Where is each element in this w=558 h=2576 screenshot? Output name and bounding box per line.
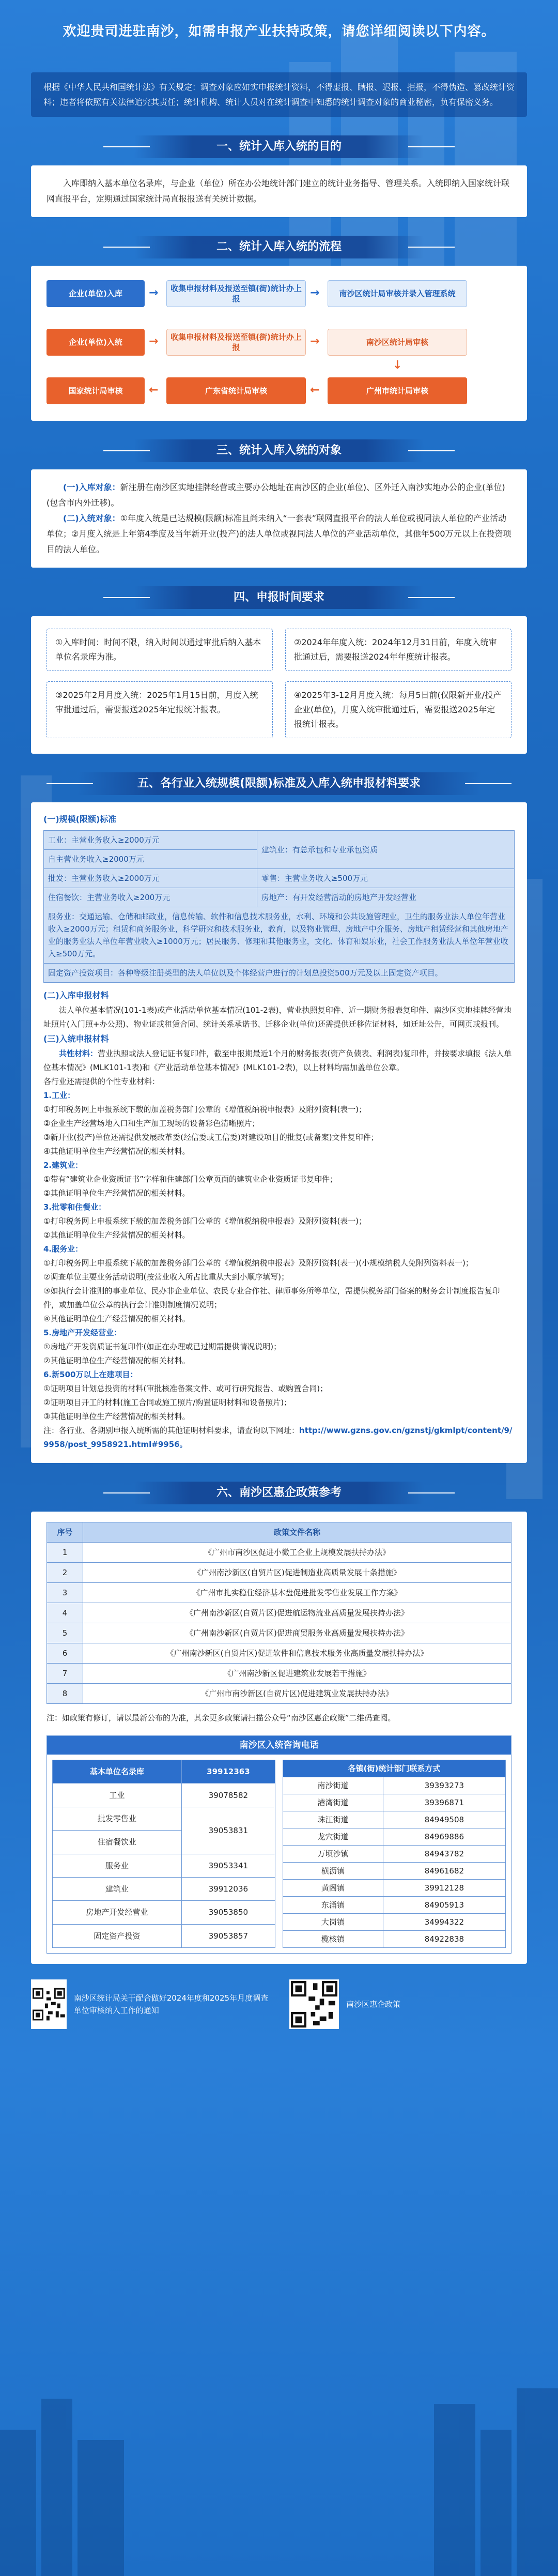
purpose-card [31, 165, 527, 217]
ruku-target [47, 480, 512, 511]
contact-dept: 珠江街道 [283, 1811, 383, 1828]
flow-step-collect-1: 收集申报材料及报送至镇(街)统计办上报 [166, 280, 306, 307]
qr2-caption: 南沙区惠企政策 [346, 2000, 401, 2009]
qr-code-icon[interactable] [289, 1979, 339, 2029]
section-title-target: 三、统计入库入统的对象 [134, 439, 424, 462]
table-row [47, 1643, 512, 1664]
table-row [44, 907, 515, 964]
section-title-process: 二、统计入库入统的流程 [134, 236, 424, 258]
industry-item: ②其他证明单位生产经营情况的相关材料。 [43, 1356, 190, 1365]
policy-name: 《广州南沙新区(自贸片区)促进商贸服务业高质量发展扶持办法》 [83, 1623, 512, 1643]
intro-notice: 根据《中华人民共和国统计法》有关规定：调查对象应如实申报统计资料，不得虚报、瞒报、迟报、拒报，不得伪造、篡改统计资料；违者将依照有关法律追究其责任；统计机构、统计人员对在统计调查中知悉的统计调查对象的商业秘密，负有保密义务。 [31, 72, 527, 117]
industry-item: ②其他证明单位生产经营情况的相关材料。 [43, 1188, 190, 1198]
table-row [283, 1828, 506, 1846]
policy-no: 1 [47, 1543, 83, 1563]
table-header-row [283, 1760, 506, 1777]
contact-phone: 39396871 [383, 1794, 505, 1811]
industry-item: ①打印税务网上申报系统下载的加盖税务部门公章的《增值税纳税申报表》及附列资料(表一)(小规模纳税人免附列资料表一)； [43, 1258, 473, 1268]
table-row [47, 1603, 512, 1623]
industry-item: ②调查单位主要业务活动说明(按营业收入所占比重从大到小顺序填写)； [43, 1272, 289, 1282]
table-row [44, 869, 515, 888]
materials-url-link[interactable]: http://www.gzns.gov.cn/gznstj/gkmlpt/content/9/9958/post_9958921.html#9956。 [43, 1426, 513, 1449]
contact-dept: 批发零售业 [53, 1807, 182, 1830]
materials-note-text: 注：各行业、各期别申报入统所需的其他证明材料要求，请查询以下网址： [43, 1426, 300, 1435]
contact-phone: 39912128 [383, 1880, 505, 1897]
table-row [53, 1901, 275, 1924]
std-title: (一)规模(限额)标准 [43, 814, 117, 824]
policy-name: 《广州南沙新区(自贸片区)促进航运物流业高质量发展扶持办法》 [83, 1603, 512, 1623]
industry-name: 3.批零和住餐业： [43, 1202, 106, 1212]
std-cell: 固定资产投资项目：各种等级注册类型的法人单位以及个体经营户进行的计划总投资500万元及以上固定资产项目。 [44, 964, 515, 983]
contact-box [47, 1735, 512, 1954]
process-flow [31, 266, 527, 421]
contact-dept: 港湾街道 [283, 1794, 383, 1811]
flow-step-province: 广东省统计局审核 [166, 377, 306, 404]
policy-note: 注：如政策有修订，请以最新公布的为准，其余更多政策请扫描公众号“南沙区惠企政策”二维码查阅。 [47, 1713, 396, 1723]
time-2024-annual: ②2024年年度入统：2024年12月31日前，年度入统审批通过后，需要报送2024年年度统计报表。 [285, 629, 512, 671]
policy-no: 8 [47, 1684, 83, 1704]
contact-dept: 大岗镇 [283, 1914, 383, 1931]
col-no: 序号 [47, 1522, 83, 1543]
table-row [283, 1863, 506, 1880]
contact-dept: 建筑业 [53, 1877, 182, 1900]
industry-list [43, 1089, 515, 1424]
table-row [283, 1914, 506, 1931]
ruku-target-label: (一)入库对象： [63, 482, 120, 492]
industry-name: 4.服务业： [43, 1244, 83, 1254]
contact-dept: 万顷沙镇 [283, 1846, 383, 1863]
policy-no: 4 [47, 1603, 83, 1623]
industry-name: 1.工业： [43, 1091, 75, 1100]
rutong-common [43, 1047, 515, 1075]
table-row [47, 1623, 512, 1643]
industry-item: ③新开业(投产)单位还需提供发展改革委(经信委或工信委)对建设项目的批复(或备案)文件复印件； [43, 1133, 379, 1142]
other-req: 各行业还需提供的个性专业材料： [43, 1077, 160, 1086]
industry-item: ①房地产开发资质证书复印件(如正在办理或已过期需提供情况说明)； [43, 1342, 282, 1351]
arrow-left-icon: ← [310, 384, 320, 397]
table-row [47, 1664, 512, 1684]
industry-item: ③其他证明单位生产经营情况的相关材料。 [43, 1412, 190, 1421]
rutong-target-label: (二)入统对象： [63, 513, 120, 523]
table-row [44, 888, 515, 907]
table-row [283, 1846, 506, 1863]
contact-table-right [283, 1760, 506, 1948]
table-header-row [47, 1522, 512, 1543]
contact-title: 南沙区入统咨询电话 [47, 1736, 511, 1755]
rutong-target-text: ①年度入统是已达规模(限额)标准且尚未纳入“一套表”联网直报平台的法人单位或视同法人单位的产业活动单位；②月度入统是上年第4季度及当年新开业(投产)的法人单位或视同法人单位的产业活动单位，其他年500万元以上在投资项目的法人单位。 [47, 513, 512, 554]
footer [31, 1979, 527, 2029]
policy-no: 3 [47, 1583, 83, 1603]
industry-name: 5.房地产开发经营业： [43, 1328, 122, 1337]
table-row [47, 1583, 512, 1603]
table-header-row [53, 1760, 275, 1784]
contact-dept: 横沥镇 [283, 1863, 383, 1880]
rutong-common-text: 营业执照或法人登记证书复印件，截至申报期最近1个月的财务报表(资产负债表、利润表)复印件，并按要求填报《法人单位基本情况》(MLK101-1表)和《产业活动单位基本情况》(MLK101-2表)，以上材料均需加盖单位公章。 [43, 1049, 512, 1072]
industry-item: ③如执行会计准则的事业单位、民办非企业单位、农民专业合作社、律师事务所等单位，需提供税务部门备案的财务会计制度报告复印件，或加盖单位公章的执行会计准则制度情况说明； [43, 1286, 500, 1309]
std-cell: 自主营业务收入≥2000万元 [44, 850, 257, 869]
table-row [283, 1897, 506, 1914]
contact-phone: 84943782 [383, 1846, 505, 1863]
purpose-text: 入库即纳入基本单位名录库，与企业（单位）所在办公地统计部门建立的统计业务指导、管理关系。入统即纳入国家统计联网直报平台，定期通过国家统计局直报报送有关统计数据。 [47, 178, 510, 204]
contact-phone: 34994322 [383, 1914, 505, 1931]
table-row [47, 1684, 512, 1704]
table-row [44, 831, 515, 850]
industry-item: ①打印税务网上申报系统下载的加盖税务部门公章的《增值税纳税申报表》及附列资料(表一)； [43, 1216, 367, 1226]
ruku-materials: 法人单位基本情况(101-1表)或产业活动单位基本情况(101-2表)，营业执照复印件、近一期财务报表复印件、南沙区实地挂牌经营地址照片(入门照+办公照)、物业证或租赁合同、统计关系承诺书、迁移企业(单位)还需提供迁移佐证材料，如迁址公告，可网页或报刊。 [43, 1005, 512, 1029]
std-cell: 批发：主营业务收入≥2000万元 [44, 869, 257, 888]
table-row [53, 1877, 275, 1900]
flow-step-rutong: 企业(单位)入统 [47, 329, 145, 356]
rutong-materials-title: (三)入统申报材料 [43, 1034, 109, 1044]
contact-dept: 龙穴街道 [283, 1828, 383, 1846]
contact-head: 基本单位名录库 [53, 1760, 182, 1784]
contact-phone: 39078582 [181, 1784, 275, 1807]
policy-name: 《广州市扎实稳住经济基本盘促进批发零售业发展工作方案》 [83, 1583, 512, 1603]
header [0, 0, 558, 78]
standards-card [31, 802, 527, 1463]
contact-phone: 84922838 [383, 1931, 505, 1948]
qr-code-icon[interactable] [31, 1979, 67, 2029]
contact-phone: 84905913 [383, 1897, 505, 1914]
standards-table [43, 830, 515, 983]
policy-no: 2 [47, 1563, 83, 1583]
flow-step-national: 国家统计局审核 [47, 377, 145, 404]
std-cell: 零售：主营业务收入≥500万元 [257, 869, 514, 888]
table-row [283, 1777, 506, 1794]
arrow-down-icon: ↓ [393, 359, 402, 372]
table-row [53, 1807, 275, 1830]
industry-name: 2.建筑业： [43, 1161, 83, 1170]
policy-name: 《广州南沙新区促进建筑业发展若干措施》 [83, 1664, 512, 1684]
industry-item: ②企业生产经营场地入口和生产加工现场的设备彩色清晰照片； [43, 1119, 260, 1128]
contact-dept: 黄阁镇 [283, 1880, 383, 1897]
rutong-common-label: 共性材料： [59, 1049, 98, 1058]
std-cell: 房地产：有开发经营活动的房地产开发经营业 [257, 888, 514, 907]
col-name: 政策文件名称 [83, 1522, 512, 1543]
table-row [283, 1880, 506, 1897]
policy-name: 《广州南沙新区(自贸片区)促进软件和信息技术服务业高质量发展扶持办法》 [83, 1643, 512, 1664]
time-2025-feb: ③2025年2月月度入统：2025年1月15日前，月度入统审批通过后，需要报送2025年定报统计报表。 [47, 681, 273, 738]
qr1-caption: 南沙区统计局关于配合做好2024年度和2025年月度调查单位审核纳入工作的通知 [73, 1993, 269, 2015]
contact-phone: 39053831 [181, 1807, 275, 1854]
contact-phone: 39393273 [383, 1777, 505, 1794]
materials-note [43, 1424, 515, 1452]
policy-name: 《广州南沙新区(自贸片区)促进制造业高质量发展十条措施》 [83, 1563, 512, 1583]
table-row [53, 1854, 275, 1877]
section-title-purpose: 一、统计入库入统的目的 [134, 135, 424, 158]
contact-dept: 工业 [53, 1784, 182, 1807]
flow-step-city: 广州市统计局审核 [328, 377, 467, 404]
industry-item: ②其他证明单位生产经营情况的相关材料。 [43, 1230, 190, 1240]
contact-dept: 榄核镇 [283, 1931, 383, 1948]
table-row [283, 1931, 506, 1948]
page-title: 欢迎贵司进驻南沙，如需申报产业扶持政策，请您详细阅读以下内容。 [63, 24, 495, 39]
std-cell: 住宿餐饮：主营业务收入≥200万元 [44, 888, 257, 907]
policy-name: 《广州市南沙区促进小微工企业上规模发展扶持办法》 [83, 1543, 512, 1563]
contact-head: 各镇(街)统计部门联系方式 [283, 1760, 506, 1777]
contact-phone: 39053341 [181, 1854, 275, 1877]
rutong-target [47, 511, 512, 557]
industry-item: ②证明项目开工的材料(施工合同或施工照片/购置证明材料和设备照片)； [43, 1398, 292, 1407]
contact-phone: 84961682 [383, 1863, 505, 1880]
policy-no: 5 [47, 1623, 83, 1643]
contact-dept: 南沙街道 [283, 1777, 383, 1794]
flow-step-collect-2: 收集申报材料及报送至镇(街)统计办上报 [166, 329, 306, 356]
industry-item: ①打印税务网上申报系统下载的加盖税务部门公章的《增值税纳税申报表》及附列资料(表一)； [43, 1105, 367, 1114]
section-title-time: 四、申报时间要求 [134, 586, 424, 609]
contact-phone: 39053850 [181, 1901, 275, 1924]
contact-head: 39912363 [181, 1760, 275, 1784]
std-cell: 服务业：交通运输、仓储和邮政业，信息传输、软件和信息技术服务业，水利、环境和公共设施管理业，卫生的服务业法人单位年营业收入≥2000万元；租赁和商务服务业，科学研究和技术服务业，教育，以及物业管理、房地产中介服务、房地产租赁经营和其他房地产业的服务业法人单位年营业收入≥1000万元；居民服务、修理和其他服务业，文化、体育和娱乐业，社会工作服务业法人单位年营业收入≥500万元。 [44, 907, 515, 964]
time-ruku: ①入库时间：时间不限，纳入时间以通过审批后纳入基本单位名录库为准。 [47, 629, 273, 671]
contact-phone: 39912036 [181, 1877, 275, 1900]
contact-dept: 东涌镇 [283, 1897, 383, 1914]
table-row [44, 964, 515, 983]
contact-dept: 房地产开发经营业 [53, 1901, 182, 1924]
industry-item: ④其他证明单位生产经营情况的相关材料。 [43, 1147, 190, 1156]
arrow-right-icon: → [149, 335, 159, 348]
table-row [47, 1563, 512, 1583]
contact-phone: 84969886 [383, 1828, 505, 1846]
arrow-right-icon: → [149, 286, 159, 299]
industry-item: ①带有“建筑业企业资质证书”字样和住建部门公章页面的建筑业企业资质证书复印件； [43, 1175, 337, 1184]
flow-step-review-2: 南沙区统计局审核 [328, 329, 467, 356]
industry-item: ④其他证明单位生产经营情况的相关材料。 [43, 1314, 190, 1323]
contact-table-left [52, 1760, 275, 1948]
ruku-target-text: 新注册在南沙区实地挂牌经营或主要办公地址在南沙区的企业(单位)、区外迁入南沙实地办公的企业(单位)(包含市内外迁移)。 [47, 482, 505, 508]
time-2025-monthly: ④2025年3-12月月度入统：每月5日前(仅限新开业/投产企业(单位)，月度入统审批通过后，需要报送2025年定报统计报表。 [285, 681, 512, 738]
std-cell: 工业：主营业务收入≥2000万元 [44, 831, 257, 850]
table-row [47, 1543, 512, 1563]
contact-dept: 服务业 [53, 1854, 182, 1877]
table-row [283, 1794, 506, 1811]
section-title-policy: 六、南沙区惠企政策参考 [134, 1482, 424, 1504]
flow-step-review-1: 南沙区统计局审核并录入管理系统 [328, 280, 467, 307]
contact-phone: 84949508 [383, 1811, 505, 1828]
arrow-right-icon: → [310, 335, 320, 348]
contact-dept: 固定资产投资 [53, 1924, 182, 1947]
std-cell: 建筑业：有总承包和专业承包资质 [257, 831, 514, 869]
contact-phone: 39053857 [181, 1924, 275, 1947]
contact-dept: 住宿餐饮业 [53, 1831, 182, 1854]
arrow-right-icon: → [310, 286, 320, 299]
policy-name: 《广州市南沙新区(自贸片区)促进建筑业发展扶持办法》 [83, 1684, 512, 1704]
table-row [53, 1924, 275, 1947]
table-row [53, 1784, 275, 1807]
target-card [31, 469, 527, 568]
flow-step-ruku: 企业(单位)入库 [47, 280, 145, 307]
ruku-materials-title: (二)入库申报材料 [43, 990, 109, 1000]
section-title-standards: 五、各行业入统规模(限额)标准及入库入统申报材料要求 [78, 772, 481, 795]
industry-name: 6.新500万以上在建项目： [43, 1370, 138, 1379]
policy-no: 7 [47, 1664, 83, 1684]
policy-table [47, 1522, 512, 1704]
policy-card [31, 1512, 527, 1964]
industry-item: ①证明项目计划总投资的材料(审批核准备案文件、或可行研究报告、或购置合同)； [43, 1384, 328, 1393]
arrow-left-icon: ← [149, 384, 159, 397]
table-row [283, 1811, 506, 1828]
policy-no: 6 [47, 1643, 83, 1664]
time-card [31, 616, 527, 754]
